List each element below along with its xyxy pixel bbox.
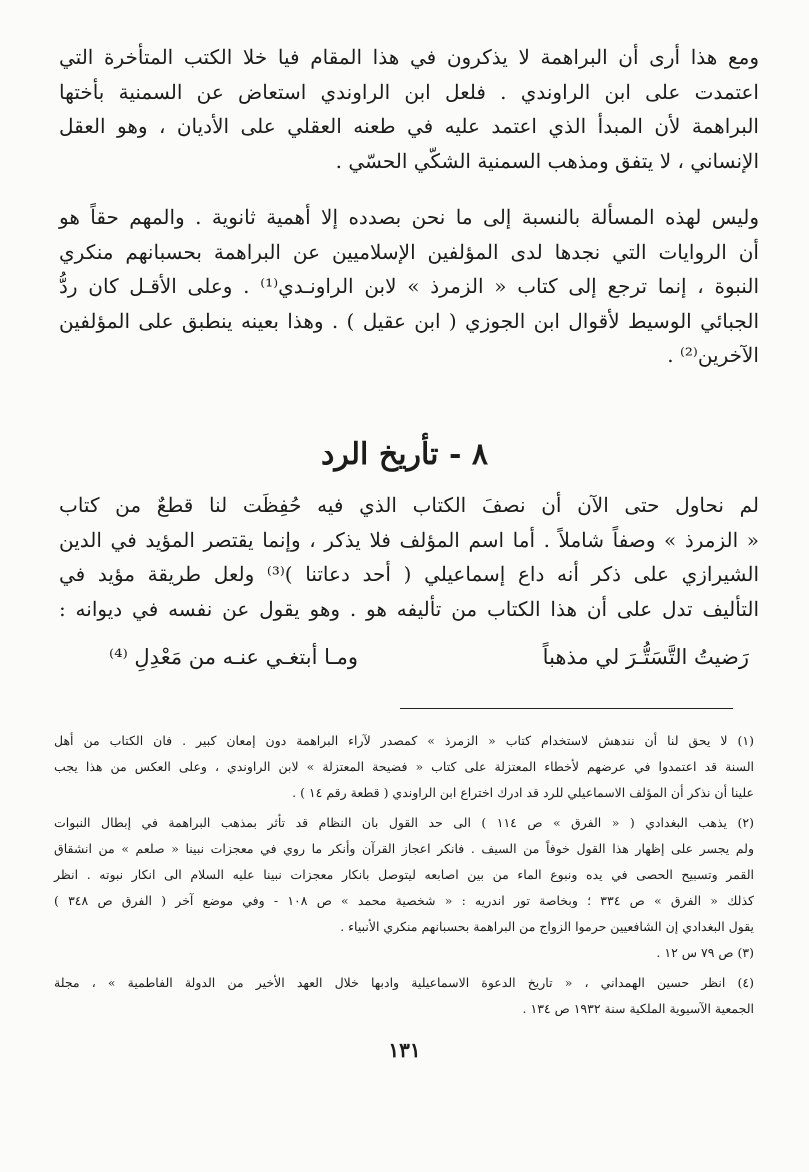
footnote-line: يقول البغدادي إن الشافعيين حرموا الزواج من البراهمة بحسبانهم منكري الأنبياء . [340, 919, 754, 934]
footnote-divider [400, 708, 733, 709]
text-line: وليس لهذه المسألة بالنسبة إلى ما نحن بصدده إلا أهمية ثانوية . والمهم حقاً هو [59, 205, 759, 229]
text-line: الإنساني ، لا يتفق ومذهب السمنية الشكّي الحسّي . [335, 148, 759, 173]
verse-first-hemistich: رَضيتُ التَّسَتُّـرَ لي مذهباً [542, 645, 749, 669]
text-line: التأليف تدل على أن هذا الكتاب من تأليفه هو . وهو يقول عن نفسه في ديوانه : [59, 596, 759, 621]
text-line: أن الروايات التي نجدها لدى المؤلفين الإسلاميين عن البراهمة بحسبانهم منكري [59, 239, 759, 264]
footnote-line: (٣) ص ٧٩ س ١٢ . [656, 945, 754, 960]
footnote-line: (٤) انظر حسين الهمداني ، « تاريخ الدعوة الاسماعيلية وادبها خلال العهد الأخير من الدولة الفاطمية » ، مجلة [54, 975, 754, 990]
text-line: ومع هذا أرى أن البراهمة لا يذكرون في هذا المقام فيا خلا الكتب المتأخرة التي [59, 45, 759, 69]
page-number: ١٣١ [388, 1038, 421, 1062]
text-line: اعتمدت على ابن الراوندي . فلعل ابن الراوندي استعاض عن السمنية بأختها [59, 79, 759, 104]
text-line: الشيرازي على ذكر أنه داع إسماعيلي ( أحد دعاتنا )⁽³⁾ ولعل طريقة مؤيد في [59, 562, 760, 586]
text-line: الجبائي الوسيط لأقوال ابن الجوزي ( ابن عقيل ) . وهذا بعينه ينطبق على المؤلفين [59, 308, 759, 333]
footnote-line: الجمعية الآسيوية الملكية سنة ١٩٣٢ ص ١٣٤ . [522, 1001, 754, 1016]
footnote-line: السنة قد اعتمدوا في عرضهم لأخطاء المعتزلة على كتاب « فضيحة المعتزلة » لابن الراوندي ، وعلى العكس من هذا يجب [54, 759, 754, 774]
footnote-line: كذلك « الفرق » ص ٣٣٤ ؛ وبخاصة تور اندريه : « شخصية محمد » ص ١٠٨ - وفي موضع آخر ( الفرق ص ٣٤٨ ) [54, 893, 754, 908]
footnote-line: علينا أن نذكر أن المؤلف الاسماعيلي للرد قد ادرك اختراع ابن الراوندي ( قطعة رقم ١٤ ) . [292, 785, 754, 800]
text-line: النبوة ، إنما ترجع إلى كتاب « الزمرذ » لابن الراونـدي⁽¹⁾ . وعلى الأقـل كان ردُّ [59, 274, 759, 298]
footnote-line: القمر وتسبيح الحصى في يده ونبوع الماء من بين اصابعه ليتوصل بانكار معجزات نبينا عليه السلام الى انكار نبوته . انظر [54, 867, 754, 882]
text-line: « الزمرذ » وصفاً شاملاً . أما اسم المؤلف فلا يذكر ، وإنما يقتصر المؤيد في الدين [59, 527, 759, 552]
footnote-line: (٢) يذهب البغدادي ( « الفرق » ص ١١٤ ) الى حد القول بان النظام قد تأثر بمذهب البراهمة في إبطال النبوات [54, 815, 754, 830]
text-line: البراهمة لأن المبدأ الذي اعتمد عليه في طعنه العقلي على الأديان ، وهو العقل [59, 114, 759, 138]
footnote-line: (١) لا يحق لنا أن نندهش لاستخدام كتاب « الزمرذ » كمصدر لآراء البراهمة دون إمعان كبير . فان الكتاب من أهل [54, 733, 754, 748]
paragraph-2 [59, 200, 759, 373]
poetry-verse [109, 640, 749, 674]
paragraph-3 [59, 488, 759, 626]
text-line: الآخرين⁽²⁾ . [667, 343, 759, 367]
footnote-line: ولم يجسر على إظهار هذا القول خوفاً من السيف . فانكر اعجاز القرآن وأنكر ما روي في معجزات نبينا « صلعم » من انشقاق [54, 841, 754, 856]
footnotes [54, 728, 754, 1022]
paragraph-1 [59, 40, 759, 178]
section-heading: ٨ - تأريخ الرد [321, 437, 488, 472]
text-line: لم نحاول حتى الآن أن نصفَ الكتاب الذي فيه حُفِظَت لنا قطعٌ من كتاب [59, 493, 759, 517]
verse-second-hemistich: ومـا أبتغـي عنـه من مَعْدِلِ ⁽⁴⁾ [109, 645, 359, 669]
